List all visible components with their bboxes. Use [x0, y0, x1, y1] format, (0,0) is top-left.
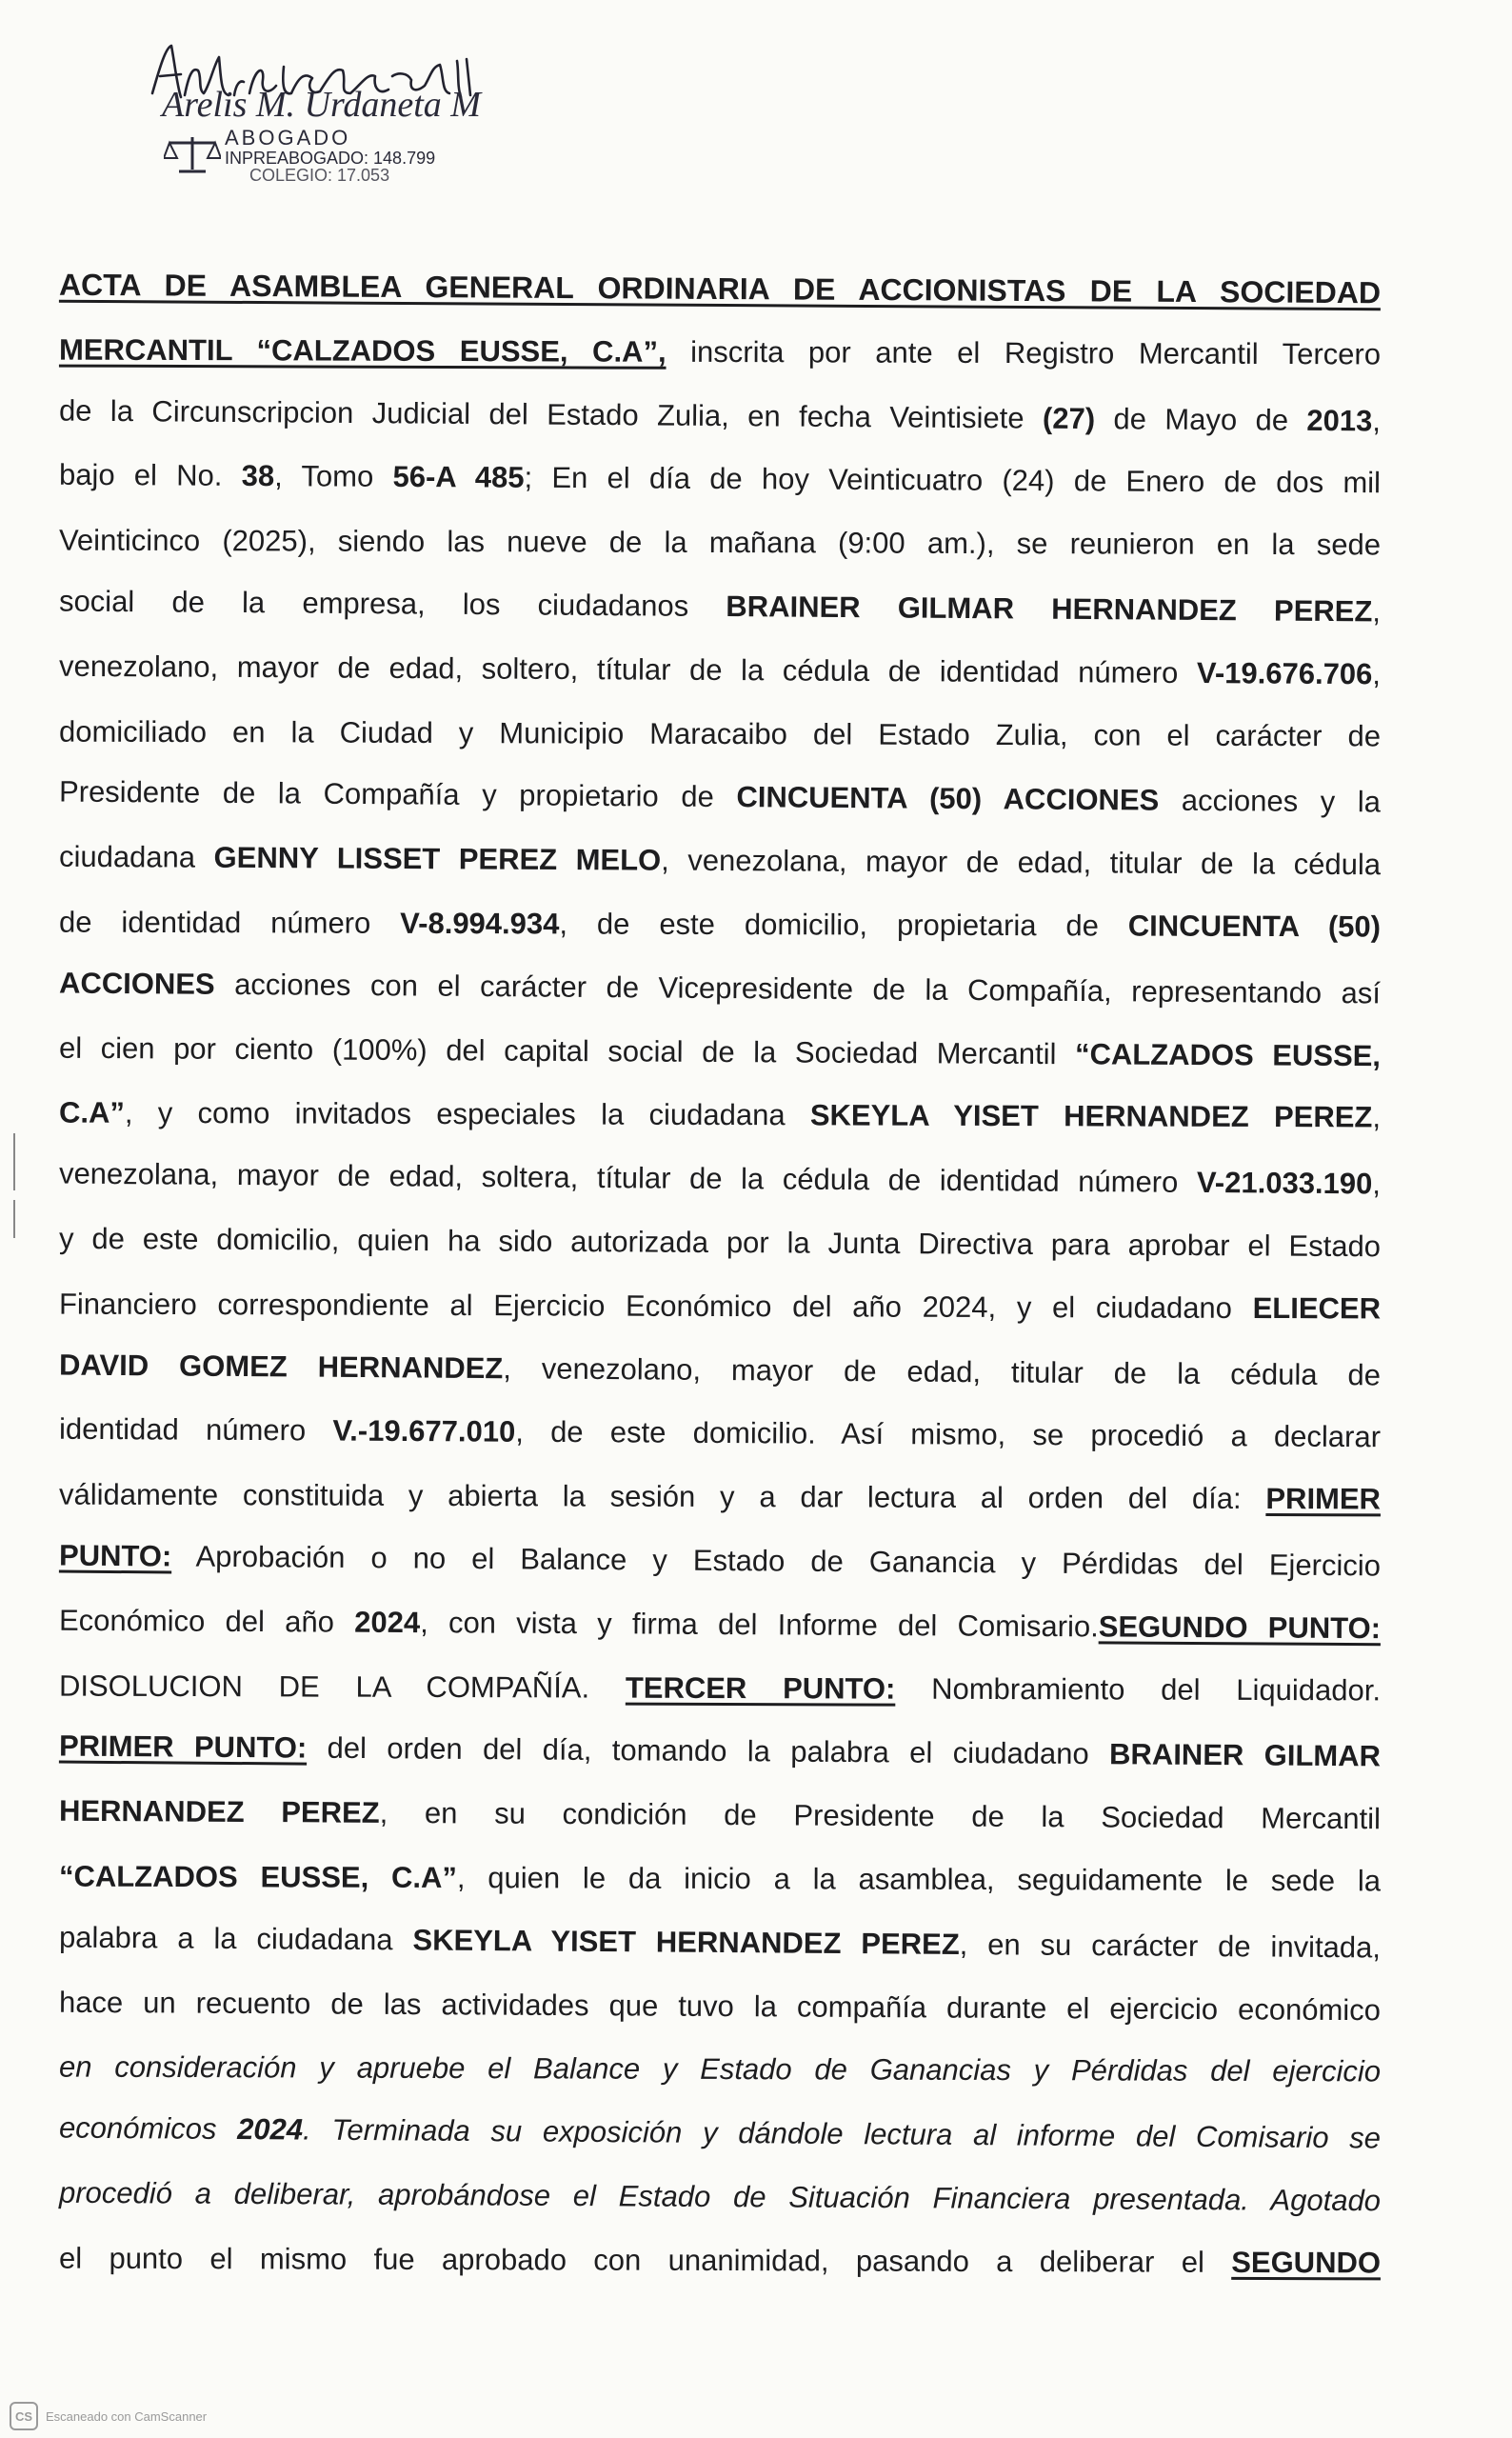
line-text: Nombramiento del Liquidador.: [895, 1671, 1382, 1707]
line-text: de Mayo de: [1094, 401, 1307, 437]
bold-text: V-8.994.934: [400, 906, 560, 941]
line-text: Presidente de la Compañía y propietario de: [58, 774, 737, 814]
document-line: [59, 1272, 1381, 1341]
document-line: [59, 444, 1381, 515]
line-text: bajo el No.: [58, 458, 242, 493]
line-text: Veinticinco (2025), siendo las nueve de la mañana (9:00 am.), se reunieron en la sede: [58, 523, 1382, 562]
line-text: el punto el mismo fue aprobado con unanimidad, pasando a deliberar el: [58, 2241, 1232, 2279]
document-line: [59, 1208, 1381, 1279]
lawyer-title: ABOGADO: [225, 126, 351, 150]
line-text: ciudadana: [58, 839, 214, 874]
bold-text: V.-19.677.010: [332, 1413, 516, 1449]
line-text: económicos: [58, 2110, 238, 2147]
line-text: . Terminada su exposición y dándole lectura al informe del Comisario se: [302, 2112, 1382, 2155]
line-text: , quien le da inicio a la asamblea, seguidamente le sede la: [456, 1860, 1382, 1898]
line-text: procedió a deliberar, aprobándose el Estado de Situación Financiera presentada. Agotado: [58, 2175, 1382, 2218]
bold-text: C.A”: [58, 1095, 125, 1130]
bold-text: 56-A 485: [392, 460, 525, 495]
document-line: [59, 1464, 1381, 1532]
document-line: [59, 1845, 1381, 1913]
lawyer-name: Arelis M. Urdaneta M: [162, 85, 481, 125]
bold-text: HERNANDEZ PEREZ: [58, 1793, 380, 1829]
bold-text: (27): [1042, 401, 1096, 435]
line-text: ,: [1372, 1100, 1382, 1134]
scan-margin-mark: [13, 1200, 15, 1238]
line-text: ,: [1372, 1167, 1382, 1201]
document-line: [59, 951, 1381, 1026]
document-line: [59, 1780, 1381, 1851]
line-text: en consideración y apruebe el Balance y Estado de Ganancias y Pérdidas del ejercicio: [58, 2049, 1382, 2088]
underlined-heading-text: TERCER PUNTO:: [625, 1670, 896, 1706]
document-line: [59, 1082, 1381, 1150]
document-line: [59, 1016, 1381, 1088]
line-text: acciones con el carácter de Vicepresidente de la Compañía, representando así: [214, 967, 1382, 1010]
document-line: [59, 635, 1381, 707]
line-text: de identidad número: [58, 905, 401, 940]
scanner-footer-text: Escaneado con CamScanner: [46, 2408, 208, 2424]
line-text: válidamente constituida y abierta la sesión y a dar lectura al orden del día:: [58, 1477, 1266, 1516]
bold-text: BRAINER GILMAR HERNANDEZ PEREZ: [726, 590, 1373, 629]
underlined-heading-text: MERCANTIL “CALZADOS EUSSE, C.A”,: [58, 332, 666, 369]
underlined-heading-text: PUNTO:: [58, 1538, 172, 1573]
underlined-heading-text: PRIMER: [1265, 1482, 1382, 1516]
scanner-footer: [10, 2402, 207, 2430]
line-text: , en su carácter de invitada,: [959, 1927, 1382, 1965]
bold-text: GENNY LISSET PEREZ MELO: [213, 840, 662, 877]
bold-text: 2024: [354, 1605, 421, 1639]
bold-text: SKEYLA YISET HERNANDEZ PEREZ: [809, 1098, 1373, 1134]
document-line: [59, 379, 1381, 453]
document-line: [59, 1970, 1381, 2042]
lawyer-stamp: [143, 38, 543, 200]
line-text: venezolano, mayor de edad, soltero, títular de la cédula de identidad número: [58, 649, 1198, 689]
bold-text: DAVID GOMEZ HERNANDEZ: [58, 1348, 504, 1385]
line-text: DISOLUCION DE LA COMPAÑÍA.: [58, 1669, 626, 1705]
bold-text: ACCIONES: [58, 966, 215, 1001]
line-text: , y como invitados especiales la ciudadana: [124, 1096, 810, 1132]
document-line: [59, 1589, 1381, 1660]
line-text: Aprobación o no el Balance y Estado de Ganancia y Pérdidas del Ejercicio: [171, 1539, 1382, 1583]
bold-text: “CALZADOS EUSSE,: [1074, 1036, 1382, 1072]
line-text: , venezolano, mayor de edad, titular de la cédula de: [503, 1350, 1382, 1391]
line-text: el cien por ciento (100%) del capital social de la Sociedad Mercantil: [58, 1030, 1076, 1070]
document-line: [59, 2097, 1381, 2171]
line-text: , en su condición de Presidente de la Sociedad Mercantil: [379, 1795, 1382, 1836]
document-line: [59, 2227, 1381, 2295]
line-text: ,: [1372, 656, 1382, 691]
document-line: [59, 826, 1381, 897]
line-text: Económico del año: [58, 1603, 355, 1639]
line-text: ; En el día de hoy Veinticuatro (24) de Enero de dos mil: [524, 461, 1382, 500]
document-line: [59, 318, 1381, 387]
line-text: acciones y la: [1159, 783, 1382, 819]
bold-text: ELIECER: [1252, 1290, 1382, 1326]
line-text: , Tomo: [274, 459, 393, 494]
line-text: ,: [1372, 403, 1382, 438]
line-text: de la Circunscripcion Judicial del Estado Zulia, en fecha Veintisiete: [58, 393, 1044, 435]
document-line: [59, 570, 1381, 645]
document-line: [59, 700, 1381, 769]
line-text: domiciliado en la Ciudad y Municipio Maracaibo del Estado Zulia, con el carácter de: [58, 714, 1382, 753]
document-body: [59, 257, 1381, 2293]
bold-text: V-19.676.706: [1196, 655, 1373, 690]
line-text: palabra a la ciudadana: [58, 1920, 413, 1957]
bold-text: CINCUENTA (50) ACCIONES: [736, 780, 1160, 817]
line-text: del orden del día, tomando la palabra el ciudadano: [307, 1730, 1110, 1771]
document-line: [59, 891, 1381, 960]
line-text: , con vista y firma del Informe del Comisario.: [420, 1605, 1099, 1644]
line-text: venezolana, mayor de edad, soltera, títular de la cédula de identidad número: [58, 1156, 1198, 1200]
document-line: [59, 2036, 1381, 2105]
bold-text: CINCUENTA (50): [1127, 909, 1382, 944]
line-text: hace un recuento de las actividades que tuvo la compañía durante el ejercicio económico: [58, 1985, 1382, 2027]
line-text: ,: [1372, 594, 1382, 629]
scan-margin-mark: [13, 1133, 15, 1190]
document-line: [59, 1906, 1381, 1980]
document-line: [59, 1524, 1381, 1598]
line-text: social de la empresa, los ciudadanos: [58, 584, 726, 624]
document-line: [59, 2162, 1381, 2233]
inpreabogado-number: INPREABOGADO: 148.799: [225, 149, 436, 168]
underlined-heading-text: ACTA DE ASAMBLEA GENERAL ORDINARIA DE ACCIONISTAS DE LA SOCIEDAD: [58, 267, 1382, 310]
colegio-number: COLEGIO: 17.053: [249, 166, 390, 185]
camscanner-logo-icon: CS: [10, 2402, 38, 2430]
document-line: [59, 1398, 1381, 1469]
bold-text: 2013: [1306, 403, 1373, 437]
line-text: , de este domicilio, propietaria de: [559, 907, 1128, 943]
underlined-heading-text: SEGUNDO PUNTO:: [1098, 1609, 1382, 1645]
document-line: [59, 1654, 1381, 1723]
document-line: [59, 1143, 1381, 1217]
line-text: inscrita por ante el Registro Mercantil Tercero: [666, 334, 1382, 371]
underlined-heading-text: SEGUNDO: [1231, 2245, 1382, 2280]
bold-text: 38: [241, 459, 275, 493]
line-text: y de este domicilio, quien ha sido autorizada por la Junta Directiva para aprobar el Estado: [58, 1221, 1382, 1264]
document-line: [59, 1715, 1381, 1789]
document-line: [59, 510, 1381, 578]
document-title: [59, 253, 1381, 325]
document-line: [59, 1333, 1381, 1408]
underlined-heading-text: PRIMER PUNTO:: [58, 1729, 308, 1765]
line-text: Financiero correspondiente al Ejercicio Económico del año 2024, y el ciudadano: [58, 1287, 1253, 1325]
bold-text: SKEYLA YISET HERNANDEZ PEREZ: [412, 1923, 960, 1961]
line-text: , venezolana, mayor de edad, titular de la cédula: [661, 843, 1382, 882]
bold-text: BRAINER GILMAR: [1108, 1737, 1382, 1773]
line-text: identidad número: [58, 1412, 333, 1448]
scales-of-justice-icon: [164, 133, 221, 175]
bold-text: 2024: [237, 2112, 304, 2147]
document-line: [59, 761, 1381, 835]
bold-text: V-21.033.190: [1196, 1166, 1373, 1201]
bold-text: “CALZADOS EUSSE, C.A”: [58, 1859, 457, 1894]
line-text: , de este domicilio. Así mismo, se procedió a declarar: [515, 1415, 1382, 1454]
